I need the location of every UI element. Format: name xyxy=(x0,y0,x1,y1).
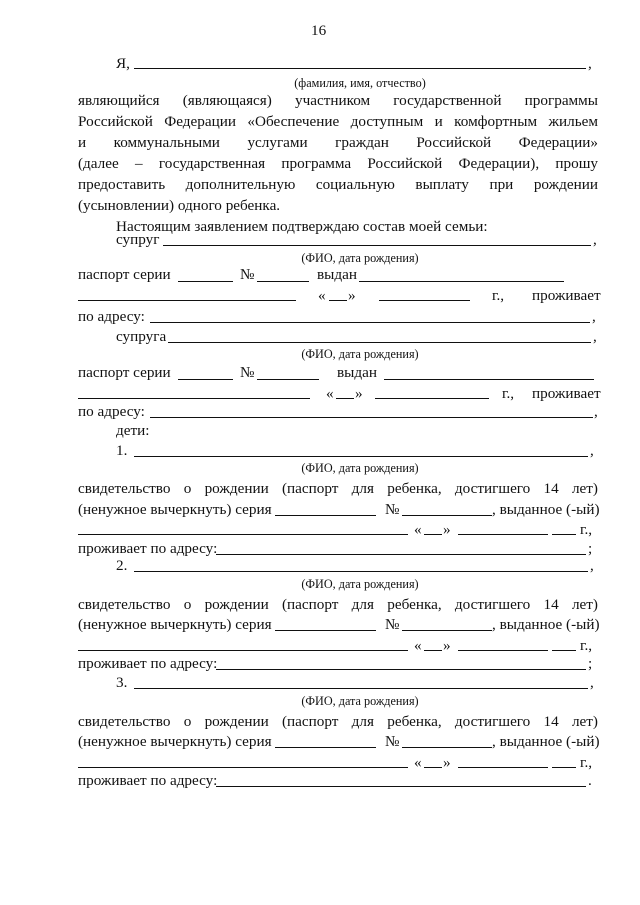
spouse-w-caption: (ФИО, дата рождения) xyxy=(301,347,419,361)
child-index: 1. xyxy=(116,442,128,459)
year-label: г., xyxy=(580,521,593,538)
spouse-w-number-field[interactable] xyxy=(257,379,319,380)
comma: , xyxy=(593,328,597,345)
spouse-w-fio-field[interactable] xyxy=(168,342,591,343)
passport-series-label: паспорт серии xyxy=(78,364,171,381)
child-3-issuer-field[interactable] xyxy=(78,767,408,768)
quote-open: « xyxy=(414,521,422,538)
lives-label: проживает xyxy=(532,287,601,304)
intro-paragraph-line: (далее – государственная программа Российской Федерации), прошу xyxy=(78,155,598,172)
year-label: г., xyxy=(502,385,515,402)
child-cert-line: свидетельство о рождении (паспорт для ребенка, достигшего 14 лет) xyxy=(78,713,598,730)
page-number: 16 xyxy=(311,22,327,39)
semicolon: ; xyxy=(588,655,593,672)
family-confirm-text: Настоящим заявлением подтверждаю состав моей семьи: xyxy=(116,218,488,235)
quote-open: « xyxy=(414,754,422,771)
ya-label: Я, xyxy=(116,55,130,72)
series-label: (ненужное вычеркнуть) серия xyxy=(78,733,272,750)
comma: , xyxy=(588,55,592,72)
quote-close: » xyxy=(443,637,451,654)
child-3-address-field[interactable] xyxy=(216,786,586,787)
child-1-issuer-field[interactable] xyxy=(78,534,408,535)
child-3-year-field[interactable] xyxy=(552,767,576,768)
passport-series-label: паспорт серии xyxy=(78,266,171,283)
spouse-h-month-field[interactable] xyxy=(379,300,470,301)
comma: , xyxy=(592,308,596,325)
child-2-number-field[interactable] xyxy=(402,630,492,631)
period: . xyxy=(588,772,592,789)
comma: , xyxy=(594,403,598,420)
spouse-h-address-field[interactable] xyxy=(150,322,590,323)
issued-by-label: , выданное (-ый) xyxy=(492,501,600,518)
child-2-year-field[interactable] xyxy=(552,650,576,651)
at-address-label: по адресу: xyxy=(78,403,145,420)
lives-address-label: проживает по адресу: xyxy=(78,655,218,672)
child-3-series-field[interactable] xyxy=(275,747,376,748)
child-caption: (ФИО, дата рождения) xyxy=(301,577,419,591)
child-2-address-field[interactable] xyxy=(216,669,586,670)
comma: , xyxy=(593,231,597,248)
child-2-issuer-field[interactable] xyxy=(78,650,408,651)
spouse-w-issued-field[interactable] xyxy=(384,379,594,380)
spouse-w-day-field[interactable] xyxy=(336,398,354,399)
child-caption: (ФИО, дата рождения) xyxy=(301,694,419,708)
child-3-fio-field[interactable] xyxy=(134,688,588,689)
child-1-month-field[interactable] xyxy=(458,534,548,535)
intro-paragraph-line: (усыновлении) одного ребенка. xyxy=(78,197,281,214)
year-label: г., xyxy=(492,287,505,304)
child-1-number-field[interactable] xyxy=(402,515,492,516)
number-sign: № xyxy=(385,616,400,633)
semicolon: ; xyxy=(588,540,593,557)
number-sign: № xyxy=(240,266,255,283)
intro-paragraph-line: Российской Федерации «Обеспечение доступным и комфортным жильем xyxy=(78,113,598,130)
series-label: (ненужное вычеркнуть) серия xyxy=(78,501,272,518)
child-2-fio-field[interactable] xyxy=(134,571,588,572)
year-label: г., xyxy=(580,637,593,654)
spouse-w-month-field[interactable] xyxy=(375,398,489,399)
spouse-h-label: супруг xyxy=(116,231,160,248)
year-label: г., xyxy=(580,754,593,771)
quote-close: » xyxy=(443,521,451,538)
spouse-h-number-field[interactable] xyxy=(257,281,309,282)
quote-open: « xyxy=(326,385,334,402)
quote-close: » xyxy=(355,385,363,402)
child-2-series-field[interactable] xyxy=(275,630,376,631)
issued-label: выдан xyxy=(317,266,357,283)
spouse-h-fio-field[interactable] xyxy=(163,245,591,246)
fio-caption: (фамилия, имя, отчество) xyxy=(294,76,426,90)
lives-label: проживает xyxy=(532,385,601,402)
child-caption: (ФИО, дата рождения) xyxy=(301,461,419,475)
intro-paragraph-line: являющийся (являющаяся) участником государственной программы xyxy=(78,92,598,109)
spouse-h-day-field[interactable] xyxy=(329,300,347,301)
issued-by-label: , выданное (-ый) xyxy=(492,733,600,750)
lives-address-label: проживает по адресу: xyxy=(78,540,218,557)
number-sign: № xyxy=(240,364,255,381)
spouse-h-issued-field[interactable] xyxy=(359,281,564,282)
quote-close: » xyxy=(443,754,451,771)
spouse-w-label: супруга xyxy=(116,328,167,345)
spouse-w-address-field[interactable] xyxy=(150,417,593,418)
spouse-h-caption: (ФИО, дата рождения) xyxy=(301,251,419,265)
child-cert-line: свидетельство о рождении (паспорт для ребенка, достигшего 14 лет) xyxy=(78,480,598,497)
child-2-month-field[interactable] xyxy=(458,650,548,651)
number-sign: № xyxy=(385,501,400,518)
spouse-w-issuer-field[interactable] xyxy=(78,398,310,399)
series-label: (ненужное вычеркнуть) серия xyxy=(78,616,272,633)
child-1-address-field[interactable] xyxy=(216,554,586,555)
child-index: 3. xyxy=(116,674,128,691)
spouse-w-series-field[interactable] xyxy=(178,379,233,380)
child-1-fio-field[interactable] xyxy=(134,456,588,457)
child-2-day-field[interactable] xyxy=(424,650,442,651)
comma: , xyxy=(590,442,594,459)
issued-label: выдан xyxy=(337,364,377,381)
child-1-series-field[interactable] xyxy=(275,515,376,516)
child-1-day-field[interactable] xyxy=(424,534,442,535)
children-label: дети: xyxy=(116,422,150,439)
fio-applicant-field[interactable] xyxy=(134,68,586,69)
child-index: 2. xyxy=(116,557,128,574)
child-3-day-field[interactable] xyxy=(424,767,442,768)
comma: , xyxy=(590,674,594,691)
spouse-h-issuer-field[interactable] xyxy=(78,300,296,301)
child-3-month-field[interactable] xyxy=(458,767,548,768)
child-1-year-field[interactable] xyxy=(552,534,576,535)
quote-close: » xyxy=(348,287,356,304)
intro-paragraph-line: и коммунальными услугами граждан Российской Федерации» xyxy=(78,134,598,151)
intro-paragraph-line: предоставить дополнительную социальную выплату при рождении xyxy=(78,176,598,193)
issued-by-label: , выданное (-ый) xyxy=(492,616,600,633)
at-address-label: по адресу: xyxy=(78,308,145,325)
comma: , xyxy=(590,557,594,574)
spouse-h-series-field[interactable] xyxy=(178,281,233,282)
number-sign: № xyxy=(385,733,400,750)
child-cert-line: свидетельство о рождении (паспорт для ребенка, достигшего 14 лет) xyxy=(78,596,598,613)
quote-open: « xyxy=(318,287,326,304)
quote-open: « xyxy=(414,637,422,654)
lives-address-label: проживает по адресу: xyxy=(78,772,218,789)
child-3-number-field[interactable] xyxy=(402,747,492,748)
